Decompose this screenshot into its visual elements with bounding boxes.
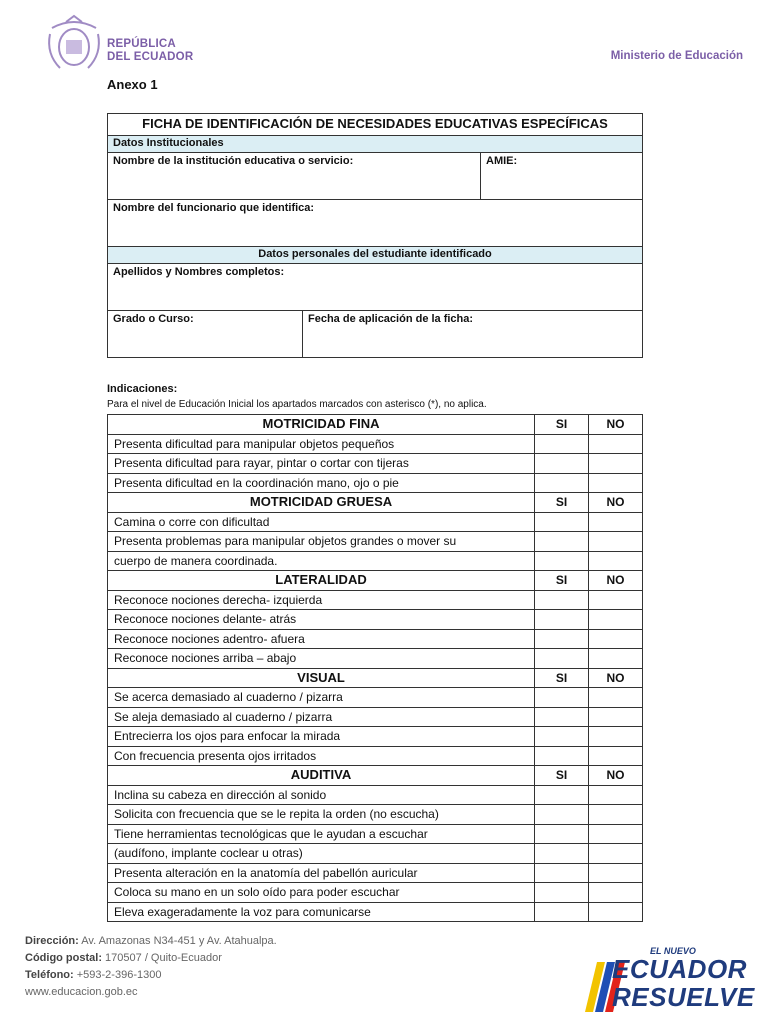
no-checkbox-cell[interactable] xyxy=(589,824,643,844)
student-section-header: Datos personales del estudiante identificado xyxy=(108,247,643,264)
checklist-row xyxy=(108,824,643,844)
postal-line: Código postal: 170507 / Quito-Ecuador xyxy=(25,952,222,964)
no-checkbox-cell[interactable] xyxy=(589,844,643,864)
footer-contact xyxy=(25,933,277,1001)
no-column-header: NO xyxy=(589,668,643,688)
grade-field[interactable] xyxy=(108,311,303,358)
checklist-section-header xyxy=(108,766,643,786)
checklist-row xyxy=(108,746,643,766)
annex-label: Anexo 1 xyxy=(107,77,158,92)
institution-name-field[interactable] xyxy=(108,153,481,200)
logo-small-text: EL NUEVO xyxy=(650,946,696,956)
no-checkbox-cell[interactable] xyxy=(589,707,643,727)
address-line: Dirección: Av. Amazonas N34-451 y Av. Atahualpa. xyxy=(25,935,277,947)
si-checkbox-cell[interactable] xyxy=(535,629,589,649)
si-checkbox-cell[interactable] xyxy=(535,434,589,454)
checklist-item-label: Presenta alteración en la anatomía del pabellón auricular xyxy=(108,863,535,883)
no-checkbox-cell[interactable] xyxy=(589,454,643,474)
checklist-item-label: Presenta dificultad para rayar, pintar o cortar con tijeras xyxy=(108,454,535,474)
checklist-row xyxy=(108,727,643,747)
checklist-item-label: cuerpo de manera coordinada. xyxy=(108,551,535,571)
institutional-section-header: Datos Institucionales xyxy=(108,136,643,153)
coat-of-arms-icon xyxy=(44,14,104,72)
no-checkbox-cell[interactable] xyxy=(589,434,643,454)
checklist-row xyxy=(108,434,643,454)
si-checkbox-cell[interactable] xyxy=(535,824,589,844)
fullname-label: Apellidos y Nombres completos: xyxy=(113,266,285,278)
checklist-item-label: Se acerca demasiado al cuaderno / pizarra xyxy=(108,688,535,708)
checklist-item-label: Presenta problemas para manipular objetos grandes o mover su xyxy=(108,532,535,552)
no-checkbox-cell[interactable] xyxy=(589,512,643,532)
si-checkbox-cell[interactable] xyxy=(535,883,589,903)
checklist-item-label: Coloca su mano en un solo oído para poder escuchar xyxy=(108,883,535,903)
checklist-row xyxy=(108,454,643,474)
si-column-header: SI xyxy=(535,766,589,786)
instructions-heading: Indicaciones: xyxy=(107,383,178,395)
section-title: AUDITIVA xyxy=(108,766,535,786)
no-checkbox-cell[interactable] xyxy=(589,805,643,825)
amie-label: AMIE: xyxy=(486,155,518,167)
checklist-row xyxy=(108,844,643,864)
checklist-row xyxy=(108,512,643,532)
checklist-row xyxy=(108,707,643,727)
checklist-item-label: Reconoce nociones derecha- izquierda xyxy=(108,590,535,610)
no-checkbox-cell[interactable] xyxy=(589,551,643,571)
no-checkbox-cell[interactable] xyxy=(589,532,643,552)
checklist-section-header xyxy=(108,571,643,591)
form-title: FICHA DE IDENTIFICACIÓN DE NECESIDADES EDUCATIVAS ESPECÍFICAS xyxy=(108,114,643,136)
checklist-row xyxy=(108,902,643,922)
section-title: MOTRICIDAD GRUESA xyxy=(108,493,535,513)
phone-line: Teléfono: +593-2-396-1300 xyxy=(25,969,162,981)
checklist-section-header xyxy=(108,415,643,435)
checklist-table xyxy=(107,414,643,922)
si-column-header: SI xyxy=(535,415,589,435)
checklist-row xyxy=(108,649,643,669)
no-checkbox-cell[interactable] xyxy=(589,883,643,903)
si-column-header: SI xyxy=(535,571,589,591)
checklist-row xyxy=(108,532,643,552)
section-title: LATERALIDAD xyxy=(108,571,535,591)
si-checkbox-cell[interactable] xyxy=(535,473,589,493)
checklist-item-label: Reconoce nociones arriba – abajo xyxy=(108,649,535,669)
checklist-item-label: Eleva exageradamente la voz para comunicarse xyxy=(108,902,535,922)
si-checkbox-cell[interactable] xyxy=(535,805,589,825)
si-checkbox-cell[interactable] xyxy=(535,902,589,922)
no-checkbox-cell[interactable] xyxy=(589,629,643,649)
checklist-item-label: Solicita con frecuencia que se le repita la orden (no escucha) xyxy=(108,805,535,825)
checklist-item-label: Con frecuencia presenta ojos irritados xyxy=(108,746,535,766)
si-checkbox-cell[interactable] xyxy=(535,512,589,532)
republica-text: REPÚBLICA DEL ECUADOR xyxy=(107,38,194,63)
checklist-item-label: Reconoce nociones delante- atrás xyxy=(108,610,535,630)
logo-line2: RESUELVE xyxy=(612,982,755,1012)
checklist-section-header xyxy=(108,668,643,688)
no-checkbox-cell[interactable] xyxy=(589,649,643,669)
grade-label: Grado o Curso: xyxy=(113,313,194,325)
si-checkbox-cell[interactable] xyxy=(535,746,589,766)
si-checkbox-cell[interactable] xyxy=(535,551,589,571)
no-checkbox-cell[interactable] xyxy=(589,473,643,493)
si-checkbox-cell[interactable] xyxy=(535,863,589,883)
si-checkbox-cell[interactable] xyxy=(535,532,589,552)
ministerio-text: Ministerio de Educación xyxy=(610,50,743,62)
checklist-row xyxy=(108,610,643,630)
checklist-row xyxy=(108,785,643,805)
fullname-field[interactable] xyxy=(108,264,643,311)
website-link[interactable]: www.educacion.gob.ec xyxy=(25,986,138,998)
identification-table xyxy=(107,113,643,358)
checklist-item-label: Reconoce nociones adentro- afuera xyxy=(108,629,535,649)
checklist-row xyxy=(108,629,643,649)
application-date-field[interactable] xyxy=(303,311,643,358)
si-checkbox-cell[interactable] xyxy=(535,707,589,727)
section-title: MOTRICIDAD FINA xyxy=(108,415,535,435)
no-checkbox-cell[interactable] xyxy=(589,902,643,922)
checklist-row xyxy=(108,863,643,883)
checklist-item-label: Se aleja demasiado al cuaderno / pizarra xyxy=(108,707,535,727)
no-column-header: NO xyxy=(589,571,643,591)
official-name-label: Nombre del funcionario que identifica: xyxy=(113,202,315,214)
logo-line1: ECUADOR xyxy=(612,954,747,984)
institution-name-label: Nombre de la institución educativa o servicio: xyxy=(113,155,354,167)
no-checkbox-cell[interactable] xyxy=(589,863,643,883)
checklist-item-label: Tiene herramientas tecnológicas que le ayudan a escuchar xyxy=(108,824,535,844)
checklist-row xyxy=(108,551,643,571)
checklist-row xyxy=(108,473,643,493)
checklist-item-label: Presenta dificultad en la coordinación mano, ojo o pie xyxy=(108,473,535,493)
no-checkbox-cell[interactable] xyxy=(589,590,643,610)
checklist-item-label: Entrecierra los ojos para enfocar la mirada xyxy=(108,727,535,747)
application-date-label: Fecha de aplicación de la ficha: xyxy=(308,313,474,325)
checklist-item-label: Presenta dificultad para manipular objetos pequeños xyxy=(108,434,535,454)
checklist-item-label: Inclina su cabeza en dirección al sonido xyxy=(108,785,535,805)
checklist-section-header xyxy=(108,493,643,513)
section-title: VISUAL xyxy=(108,668,535,688)
no-checkbox-cell[interactable] xyxy=(589,610,643,630)
si-checkbox-cell[interactable] xyxy=(535,785,589,805)
checklist-row xyxy=(108,590,643,610)
instructions-text: Para el nivel de Educación Inicial los apartados marcados con asterisco (*), no aplica. xyxy=(107,399,487,410)
si-checkbox-cell[interactable] xyxy=(535,649,589,669)
si-checkbox-cell[interactable] xyxy=(535,610,589,630)
si-checkbox-cell[interactable] xyxy=(535,590,589,610)
checklist-row xyxy=(108,883,643,903)
no-checkbox-cell[interactable] xyxy=(589,785,643,805)
si-column-header: SI xyxy=(535,668,589,688)
si-checkbox-cell[interactable] xyxy=(535,688,589,708)
no-checkbox-cell[interactable] xyxy=(589,727,643,747)
si-column-header: SI xyxy=(535,493,589,513)
checklist-item-label: (audífono, implante coclear u otras) xyxy=(108,844,535,864)
no-checkbox-cell[interactable] xyxy=(589,746,643,766)
si-checkbox-cell[interactable] xyxy=(535,454,589,474)
no-column-header: NO xyxy=(589,766,643,786)
amie-field[interactable] xyxy=(481,153,643,200)
no-column-header: NO xyxy=(589,493,643,513)
si-checkbox-cell[interactable] xyxy=(535,727,589,747)
checklist-row xyxy=(108,805,643,825)
official-name-field[interactable] xyxy=(108,200,643,247)
no-column-header: NO xyxy=(589,415,643,435)
checklist-item-label: Camina o corre con dificultad xyxy=(108,512,535,532)
no-checkbox-cell[interactable] xyxy=(589,688,643,708)
checklist-row xyxy=(108,688,643,708)
si-checkbox-cell[interactable] xyxy=(535,844,589,864)
